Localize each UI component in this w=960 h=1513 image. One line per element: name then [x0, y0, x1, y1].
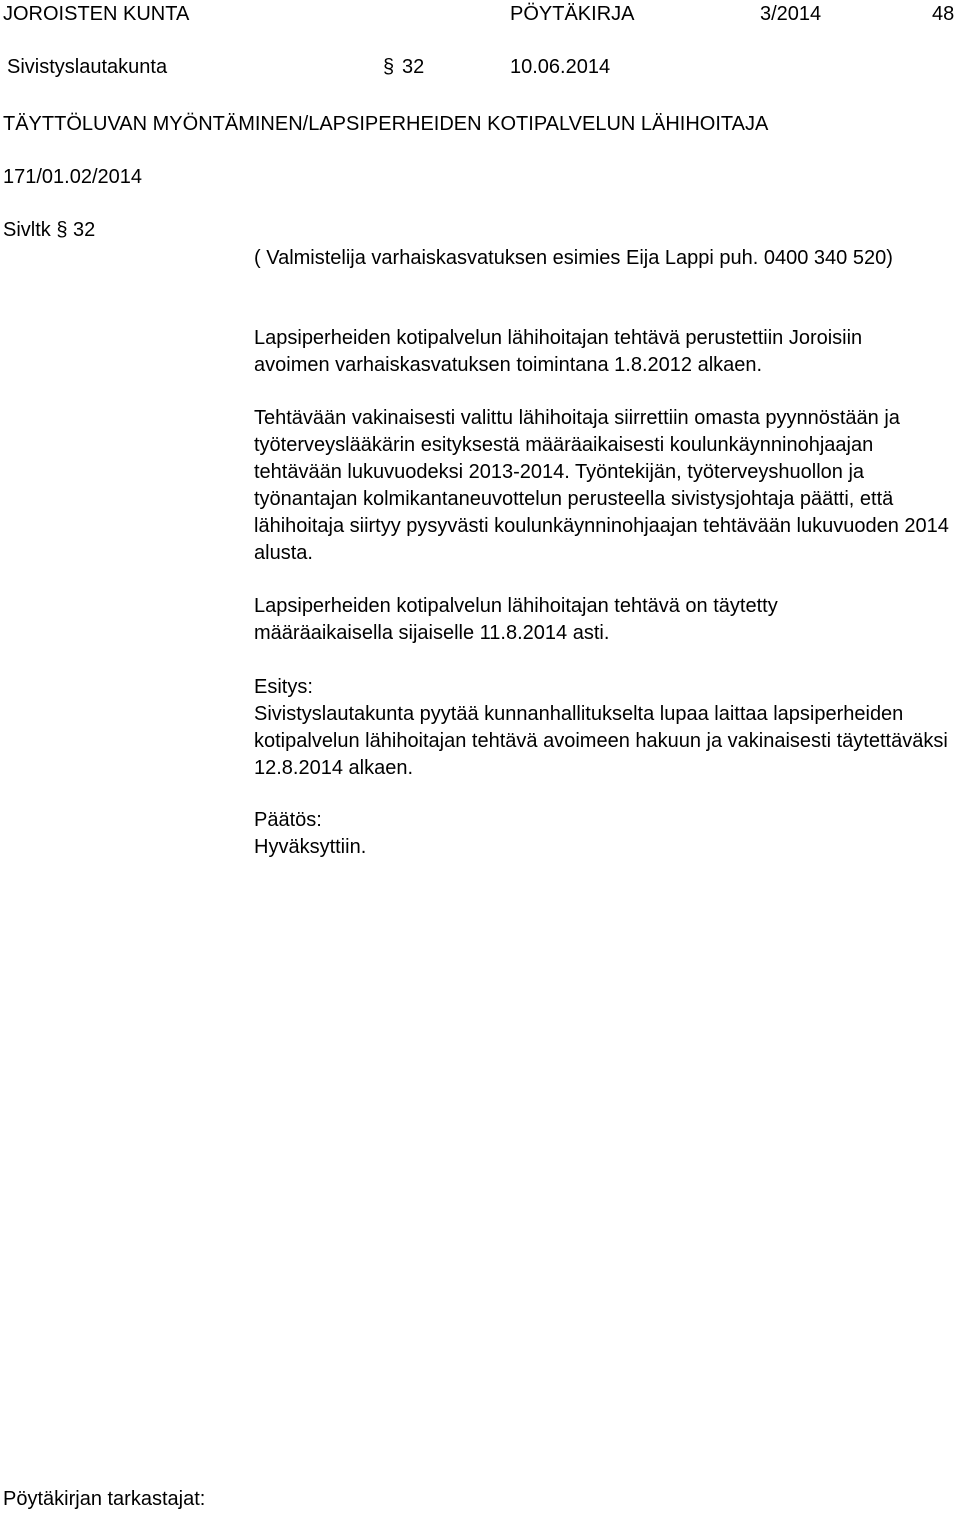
file-number: 171/01.02/2014: [3, 166, 143, 188]
paragraph-2: Tehtävään vakinaisesti valittu lähihoitaja siirrettiin omasta pyynnöstään ja työterveyslääkärin esityksestä määräaikaisesti koulunkäynninohjaajan tehtävään lukuvuodeksi 2013-2014. Työntekijän, työterveyshuollon ja työnantajan kolmikantaneuvottelun perusteella sivistysjohtaja päätti, että lähihoitaja siirtyy pysyvästi koulunkäynninohjaajan tehtävään lukuvuoden 2014 alusta.: [254, 407, 949, 564]
meeting-date: 10.06.2014: [510, 56, 611, 78]
doc-type: PÖYTÄKIRJA: [510, 3, 635, 25]
margin-ref-number: 32: [73, 219, 96, 241]
decision-label: Päätös:: [254, 809, 322, 831]
decision: [254, 807, 960, 861]
board-name: Sivistyslautakunta: [7, 56, 168, 78]
section-number: 32: [402, 56, 425, 78]
proposal-label: Esitys:: [254, 676, 313, 698]
org-name: JOROISTEN KUNTA: [3, 3, 190, 25]
proposal-text: Sivistyslautakunta pyytää kunnanhallitukselta lupaa laittaa lapsiperheiden kotipalvelun lähihoitajan tehtävä avoimeen hakuun ja vakinaisesti täytettäväksi 12.8.2014 alkaen.: [254, 703, 948, 779]
paragraph-3: Lapsiperheiden kotipalvelun lähihoitajan tehtävä on täytetty määräaikaisella sijaiselle 11.8.2014 asti.: [254, 595, 778, 644]
page-number: 48: [932, 3, 955, 25]
preparer-note: ( Valmistelija varhaiskasvatuksen esimies Eija Lappi puh. 0400 340 520): [254, 247, 893, 269]
page-title: TÄYTTÖLUVAN MYÖNTÄMINEN/LAPSIPERHEIDEN KOTIPALVELUN LÄHIHOITAJA: [3, 113, 769, 135]
footer-checkers-label: Pöytäkirjan tarkastajat:: [3, 1488, 206, 1510]
margin-ref-label: Sivltk: [3, 219, 51, 241]
doc-number: 3/2014: [760, 3, 822, 25]
proposal: [254, 674, 960, 782]
section-sign-icon: §: [56, 219, 68, 241]
paragraph-1: Lapsiperheiden kotipalvelun lähihoitajan tehtävä perustettiin Joroisiin avoimen varhaiskasvatuksen toimintana 1.8.2012 alkaen.: [254, 327, 863, 376]
section-sign-icon: §: [383, 56, 395, 78]
margin-ref: [3, 217, 95, 244]
decision-text: Hyväksyttiin.: [254, 836, 367, 858]
